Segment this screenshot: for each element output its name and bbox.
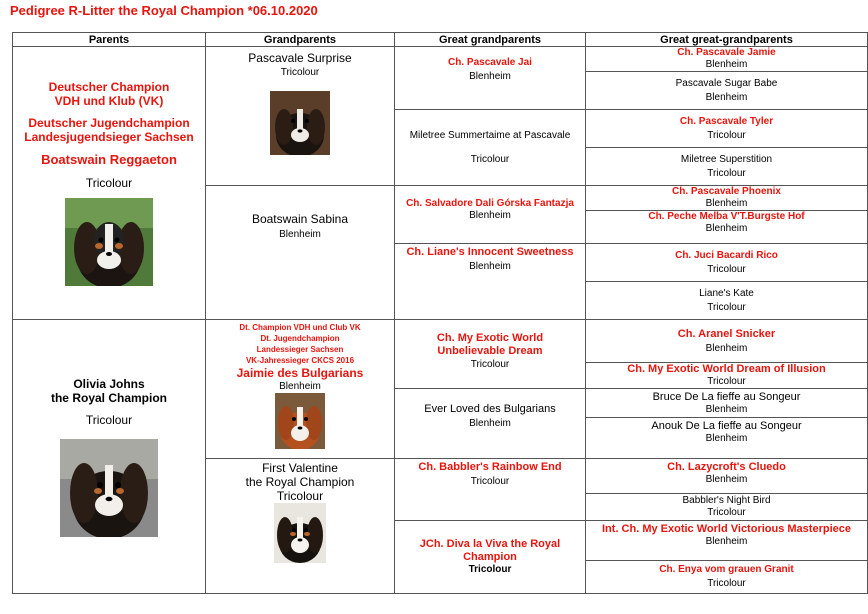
- grandparent-3-cell: [206, 320, 395, 459]
- ggp-13-color: Blenheim: [705, 474, 748, 485]
- ggp-14-cell: [586, 494, 868, 521]
- grandparent-2-color: Blenheim: [279, 229, 321, 240]
- ggp-9-name: Ch. Aranel Snicker: [677, 327, 776, 340]
- ggp-16-name: Ch. Enya vom grauen Granit: [659, 564, 794, 575]
- page-title: Pedigree R-Litter the Royal Champion *06.10.2020: [10, 3, 318, 18]
- great-grandparent-2-color: Tricolour: [470, 153, 510, 165]
- pedigree-table: [12, 32, 868, 594]
- ggp-16-cell: [586, 561, 868, 594]
- grandparent-1-color: Tricolour: [280, 67, 320, 78]
- ggp-10-name: Ch. My Exotic World Dream of Illusion: [627, 363, 826, 375]
- dam-name-line2: the Royal Champion: [50, 390, 167, 405]
- grandparent-4-cell: [206, 459, 395, 594]
- ggp-15-color: Blenheim: [705, 536, 748, 547]
- grandparent-3-title-3: Landessieger Sachsen: [256, 345, 344, 354]
- grandparent-1-cell: [206, 47, 395, 186]
- ggp-14-name: Babbler's Night Bird: [682, 495, 771, 506]
- ggp-4-name: Miletree Superstition: [680, 153, 773, 165]
- ggp-4-color: Tricolour: [707, 167, 746, 179]
- ggp-1-cell: [586, 47, 868, 72]
- great-grandparent-3-cell: [395, 186, 586, 244]
- great-grandparent-8-name-line2: Champion: [463, 551, 517, 563]
- ggp-8-name: Liane's Kate: [699, 287, 754, 299]
- ggp-5-cell: [586, 186, 868, 211]
- header-row: [13, 33, 868, 47]
- dam-cell: [13, 320, 206, 594]
- ggp-11-name: Bruce De La fieffe au Songeur: [652, 390, 801, 403]
- ggp-3-cell: [586, 110, 868, 148]
- ggp-12-name: Anouk De La fieffe au Songeur: [651, 420, 802, 432]
- ggp-10-color: Tricolour: [707, 376, 746, 387]
- dog-photo-blenheim-icon: [275, 393, 325, 449]
- great-grandparent-7-color: Tricolour: [470, 476, 510, 487]
- dam-color: Tricolour: [85, 412, 133, 427]
- ggp-5-name: Ch. Pascavale Phoenix: [672, 186, 781, 197]
- header-great-grandparents: Great grandparents: [395, 33, 586, 47]
- great-grandparent-1-name: Ch. Pascavale Jai: [448, 57, 532, 68]
- sire-name: Boatswain Reggaeton: [41, 152, 177, 167]
- ggp-3-color: Tricolour: [707, 129, 746, 141]
- great-grandparent-4-name: Ch. Liane's Innocent Sweetness: [406, 246, 574, 258]
- dog-photo-tricolour-icon: [60, 439, 158, 537]
- ggp-15-cell: [586, 521, 868, 561]
- great-grandparent-5-color: Tricolour: [470, 359, 510, 370]
- great-grandparent-5-name-line2: Unbelievable Dream: [437, 345, 543, 357]
- grandparent-4-name-line1: First Valentine: [262, 461, 338, 475]
- grandparent-3-title-4: VK-Jahressieger CKCS 2016: [245, 356, 355, 365]
- ggp-2-color: Blenheim: [705, 91, 748, 103]
- ggp-13-cell: [586, 459, 868, 494]
- dog-photo-tricolour-icon: [274, 503, 326, 563]
- ggp-13-name: Ch. Lazycroft's Cluedo: [667, 461, 786, 473]
- great-grandparent-2-name: Miletree Summertaime at Pascavale: [409, 129, 571, 141]
- ggp-6-cell: [586, 211, 868, 244]
- great-grandparent-5-name-line1: Ch. My Exotic World: [436, 332, 544, 344]
- ggp-6-color: Blenheim: [705, 223, 748, 234]
- header-parents: Parents: [13, 33, 206, 47]
- great-grandparent-8-cell: [395, 521, 586, 594]
- dog-photo-tricolour-icon: [270, 91, 330, 155]
- great-grandparent-2-cell: [395, 110, 586, 186]
- grandparent-3-title-2: Dt. Jugendchampion: [260, 334, 340, 343]
- great-grandparent-1-cell: [395, 47, 586, 110]
- great-grandparent-8-name-line1: JCh. Diva la Viva the Royal: [419, 538, 561, 550]
- great-grandparent-7-cell: [395, 459, 586, 521]
- ggp-6-name: Ch. Peche Melba V'T.Burgste Hof: [648, 211, 805, 222]
- great-grandparent-3-color: Blenheim: [469, 210, 511, 221]
- grandparent-3-name: Jaimie des Bulgarians: [236, 366, 364, 380]
- sire-title-4: Landesjugendsieger Sachsen: [24, 130, 194, 144]
- great-grandparent-1-color: Blenheim: [469, 71, 511, 82]
- ggp-3-name: Ch. Pascavale Tyler: [679, 115, 774, 127]
- dog-photo-tricolour-icon: [65, 198, 153, 286]
- ggp-9-cell: [586, 320, 868, 363]
- ggp-15-name: Int. Ch. My Exotic World Victorious Masterpiece: [602, 523, 851, 535]
- great-grandparent-4-cell: [395, 244, 586, 320]
- great-grandparent-6-color: Blenheim: [469, 418, 511, 429]
- dam-name-line1: Olivia Johns: [73, 376, 145, 391]
- ggp-12-cell: [586, 418, 868, 459]
- ggp-5-color: Blenheim: [705, 198, 748, 209]
- ggp-7-name: Ch. Juci Bacardi Rico: [675, 249, 778, 261]
- great-grandparent-3-name: Ch. Salvadore Dali Górska Fantazja: [406, 198, 574, 209]
- grandparent-1-name: Pascavale Surprise: [248, 51, 352, 65]
- great-grandparent-4-color: Blenheim: [469, 261, 511, 272]
- ggp-11-cell: [586, 389, 868, 418]
- ggp-2-name: Pascavale Sugar Babe: [675, 77, 778, 89]
- ggp-11-color: Blenheim: [705, 403, 748, 415]
- grandparent-4-name-line2: the Royal Champion: [245, 475, 355, 489]
- sire-title-2: VDH und Klub (VK): [54, 94, 164, 108]
- ggp-16-color: Tricolour: [707, 578, 746, 589]
- ggp-8-color: Tricolour: [707, 301, 746, 313]
- header-great-great-grandparents: Great great-grandparents: [586, 33, 868, 47]
- sire-cell: [13, 47, 206, 320]
- ggp-9-color: Blenheim: [705, 342, 748, 354]
- ggp-8-cell: [586, 282, 868, 320]
- sire-title-3: Deutscher Jugendchampion: [28, 116, 190, 130]
- ggp-14-color: Tricolour: [707, 507, 746, 518]
- ggp-7-cell: [586, 244, 868, 282]
- ggp-4-cell: [586, 148, 868, 186]
- great-grandparent-8-color: Tricolour: [468, 564, 512, 575]
- grandparent-3-title-1: Dt. Champion VDH und Club VK: [239, 323, 361, 332]
- great-grandparent-5-cell: [395, 320, 586, 389]
- ggp-1-color: Blenheim: [705, 59, 748, 70]
- great-grandparent-7-name: Ch. Babbler's Rainbow End: [418, 461, 562, 473]
- ggp-10-cell: [586, 363, 868, 389]
- grandparent-3-color: Blenheim: [279, 381, 321, 392]
- sire-color: Tricolour: [85, 176, 133, 190]
- grandparent-2-name: Boatswain Sabina: [251, 212, 349, 226]
- grandparent-4-color: Tricolour: [276, 489, 324, 503]
- great-grandparent-6-name: Ever Loved des Bulgarians: [424, 403, 556, 415]
- great-grandparent-6-cell: [395, 389, 586, 459]
- sire-title-1: Deutscher Champion: [48, 80, 170, 94]
- header-grandparents: Grandparents: [206, 33, 395, 47]
- ggp-1-name: Ch. Pascavale Jamie: [677, 47, 776, 58]
- grandparent-2-cell: [206, 186, 395, 320]
- ggp-7-color: Tricolour: [707, 263, 746, 275]
- ggp-12-color: Blenheim: [705, 433, 748, 444]
- ggp-2-cell: [586, 72, 868, 110]
